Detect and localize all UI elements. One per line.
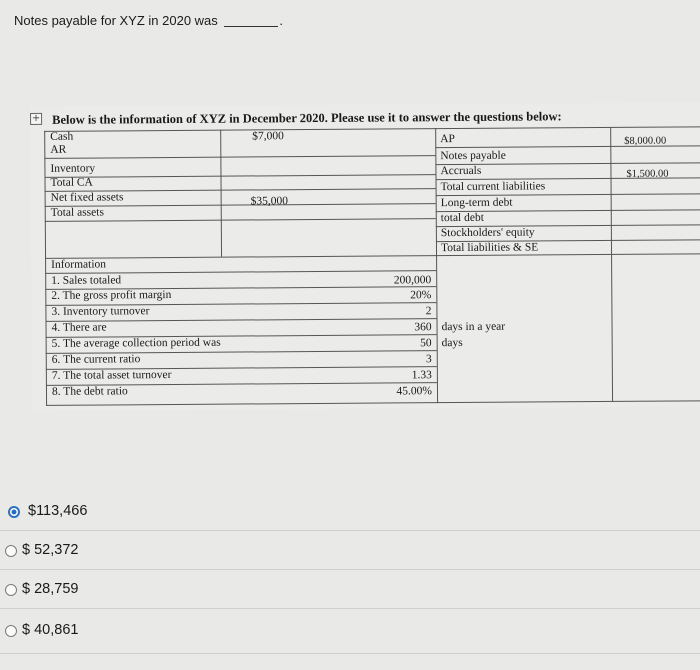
label-inventory: Inventory [50, 162, 96, 175]
balance-sheet-image [30, 102, 700, 411]
radio-button[interactable] [5, 625, 17, 637]
info-label-4: 4. There are [51, 321, 107, 334]
label-ap: AP [440, 133, 455, 146]
option-label: $113,466 [28, 503, 88, 519]
info-heading: Information [51, 258, 107, 271]
info-value-6: 3 [425, 353, 432, 366]
label-ar: AR [50, 143, 67, 156]
info-value-3: 2 [425, 305, 432, 318]
answer-option-2[interactable] [0, 531, 700, 570]
info-value-4: 360 [414, 321, 432, 334]
label-total-liabilities-se: Total liabilities & SE [440, 241, 539, 255]
option-label: $ 52,372 [22, 542, 79, 558]
option-label: $ 40,861 [22, 622, 79, 638]
info-unit-4: days in a year [441, 320, 506, 334]
label-long-term-debt: Long-term debt [440, 196, 513, 210]
question-text [14, 13, 283, 28]
answer-option-3[interactable] [0, 570, 700, 609]
label-stockholders-equity: Stockholders' equity [440, 226, 535, 240]
info-unit-5: days [441, 336, 463, 350]
radio-button-selected[interactable] [8, 506, 20, 518]
label-notes-payable: Notes payable [440, 149, 506, 163]
label-total-ca: Total CA [50, 176, 93, 189]
blank-period: . [279, 13, 284, 28]
info-value-8: 45.00% [396, 385, 433, 398]
info-value-1: 200,000 [393, 274, 432, 287]
value-cash: $7,000 [252, 130, 284, 143]
info-value-5: 50 [420, 337, 432, 350]
label-total-assets: Total assets [50, 206, 104, 219]
label-cash: Cash [50, 130, 74, 143]
info-label-1: 1. Sales totaled [51, 274, 122, 287]
info-label-6: 6. The current ratio [51, 353, 141, 366]
label-total-current-liabilities: Total current liabilities [440, 180, 546, 194]
answer-option-4[interactable] [0, 611, 700, 650]
value-ap: $8,000.00 [624, 135, 667, 147]
radio-button[interactable] [5, 545, 17, 557]
info-label-7: 7. The total asset turnover [51, 369, 172, 382]
question-label: Notes payable for XYZ in 2020 was [14, 13, 218, 28]
answer-blank [224, 26, 278, 27]
radio-button[interactable] [5, 584, 17, 596]
value-accruals: $1,500.00 [626, 168, 669, 180]
table-heading: Below is the information of XYZ in December 2020. Please use it to answer the questions below: [52, 109, 562, 127]
info-label-8: 8. The debt ratio [51, 385, 128, 398]
info-label-5: 5. The average collection period was [51, 336, 221, 350]
info-value-7: 1.33 [411, 369, 432, 382]
info-value-2: 20% [410, 289, 432, 302]
value-net-fixed-assets: $35,000 [250, 195, 289, 208]
answer-option-1[interactable] [0, 492, 700, 531]
option-label: $ 28,759 [22, 581, 79, 597]
info-label-3: 3. Inventory turnover [51, 305, 150, 318]
plus-box-icon: + [31, 112, 41, 124]
label-total-debt: total debt [440, 211, 484, 225]
label-accruals: Accruals [440, 164, 482, 178]
info-label-2: 2. The gross profit margin [51, 289, 172, 302]
label-net-fixed-assets: Net fixed assets [50, 191, 124, 204]
